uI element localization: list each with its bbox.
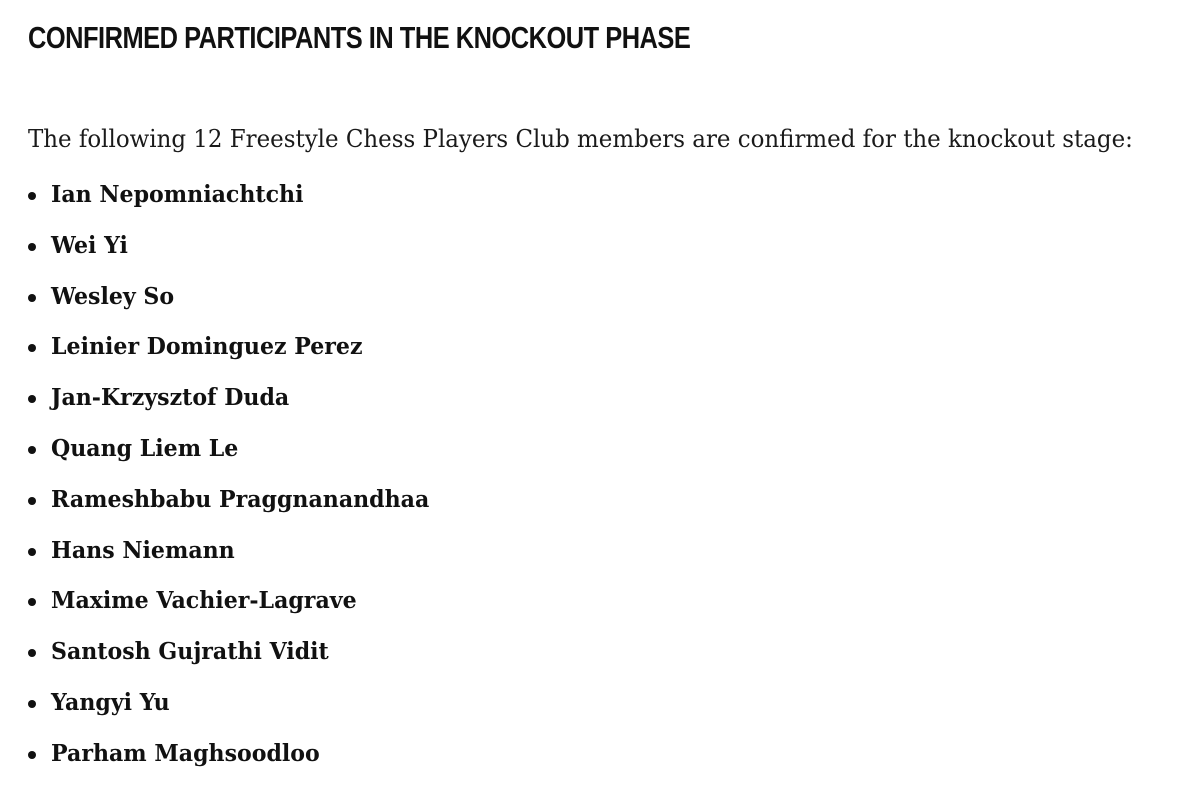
list-item [28,632,445,683]
player-name: Maxime Vachier-Lagrave [51,587,357,615]
list-item [28,683,445,734]
list-item [28,226,445,277]
section-heading: CONFIRMED PARTICIPANTS IN THE KNOCKOUT PHASE [28,20,691,55]
list-item [28,327,445,378]
bullet-icon [28,192,36,200]
bullet-icon [28,751,36,759]
participants-list [28,175,445,785]
player-name: Quang Liem Le [51,434,239,462]
bullet-icon [28,548,36,556]
player-name: Yangyi Yu [51,688,170,716]
list-item [28,734,445,785]
bullet-icon [28,446,36,454]
bullet-icon [28,344,36,352]
bullet-icon [28,294,36,302]
bullet-icon [28,700,36,708]
list-item [28,581,445,632]
list-item [28,378,445,429]
player-name: Santosh Gujrathi Vidit [51,638,329,666]
list-item [28,531,445,582]
bullet-icon [28,649,36,657]
bullet-icon [28,395,36,403]
player-name: Wei Yi [51,231,128,259]
bullet-icon [28,243,36,251]
list-item [28,429,445,480]
list-item [28,175,445,226]
player-name: Jan-Krzysztof Duda [51,384,290,412]
player-name: Rameshbabu Praggnanandhaa [51,485,430,513]
bullet-icon [28,497,36,505]
list-item [28,480,445,531]
list-item [28,277,445,328]
player-name: Ian Nepomniachtchi [51,181,304,208]
intro-paragraph: The following 12 Freestyle Chess Players Club members are confirmed for the knockout stage: [28,125,1133,153]
player-name: Leinier Dominguez Perez [51,333,363,361]
player-name: Hans Niemann [51,536,235,564]
player-name: Parham Maghsoodloo [51,739,320,767]
bullet-icon [28,598,36,606]
player-name: Wesley So [51,282,175,310]
